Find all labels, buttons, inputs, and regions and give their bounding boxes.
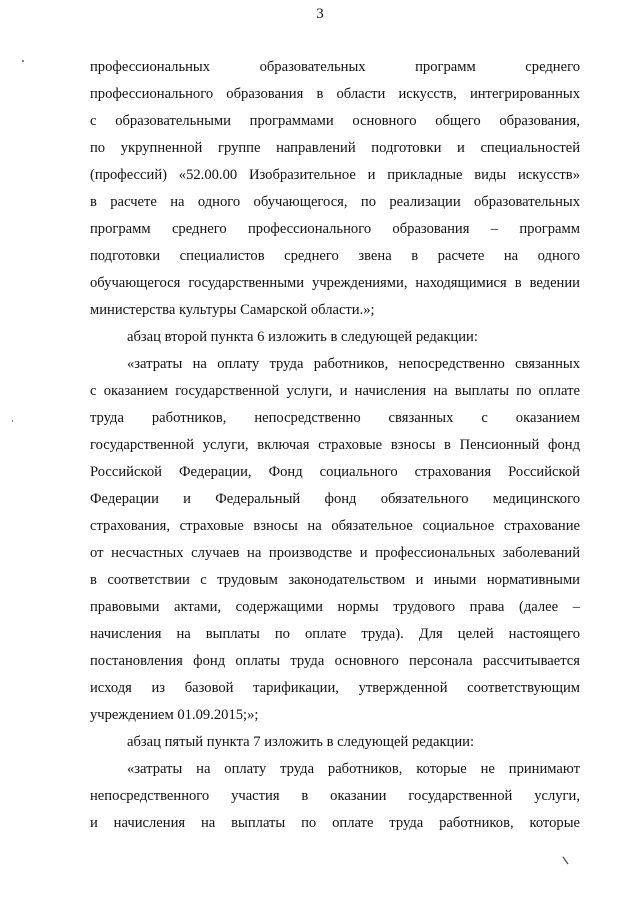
text-line: государственной услуги, включая страховые взносы в Пенсионный фонд (90, 437, 580, 453)
scan-speck (22, 60, 24, 62)
text-line: подготовки специалистов среднего звена в расчете на одного (90, 248, 580, 264)
text-line: «затраты на оплату труда работников, непосредственно связанных (127, 356, 580, 372)
text-line: от несчастных случаев на производстве и профессиональных заболеваний (90, 545, 580, 561)
text-line: учреждением 01.09.2015;»; (90, 707, 259, 723)
text-line: министерства культуры Самарской области.»; (90, 302, 375, 318)
text-line: с образовательными программами основного общего образования, (90, 113, 580, 129)
text-line: исходя из базовой тарификации, утвержденной соответствующим (90, 680, 580, 696)
text-line: Российской Федерации, Фонд социального страхования Российской (90, 464, 580, 480)
text-line: программ среднего профессионального образования – программ (90, 221, 580, 237)
text-line: страхования, страховые взносы на обязательное социальное страхование (90, 518, 580, 534)
text-line: Федерации и Федеральный фонд обязательного медицинского (90, 491, 580, 507)
text-line: (профессий) «52.00.00 Изобразительное и прикладные виды искусств» (90, 167, 580, 183)
text-line: труда работников, непосредственно связанных с оказанием (90, 410, 580, 426)
text-line: с оказанием государственной услуги, и начисления на выплаты по оплате (90, 383, 580, 399)
text-line: по укрупненной группе направлений подготовки и специальностей (90, 140, 580, 156)
text-line: в расчете на одного обучающегося, по реализации образовательных (90, 194, 580, 210)
scan-tick-mark (562, 856, 570, 866)
text-line: и начисления на выплаты по оплате труда работников, которые (90, 815, 580, 831)
scan-speck (12, 420, 13, 422)
page-number: 3 (316, 6, 324, 22)
text-line: в соответствии с трудовым законодательством и иными нормативными (90, 572, 580, 588)
text-line: правовыми актами, содержащими нормы трудового права (далее – (90, 599, 580, 615)
text-line: «затраты на оплату труда работников, которые не принимают (127, 761, 580, 777)
text-line: абзац второй пункта 6 изложить в следующей редакции: (127, 329, 478, 345)
text-line: профессиональных образовательных программ среднего (90, 59, 580, 75)
text-line: профессионального образования в области искусств, интегрированных (90, 86, 580, 102)
text-line: обучающегося государственными учреждениями, находящимися в ведении (90, 275, 580, 291)
text-line: постановления фонд оплаты труда основного персонала рассчитывается (90, 653, 580, 669)
text-line: абзац пятый пункта 7 изложить в следующей редакции: (127, 734, 475, 750)
text-line: непосредственного участия в оказании государственной услуги, (90, 788, 580, 804)
text-line: начисления на выплаты по оплате труда). Для целей настоящего (90, 626, 580, 642)
